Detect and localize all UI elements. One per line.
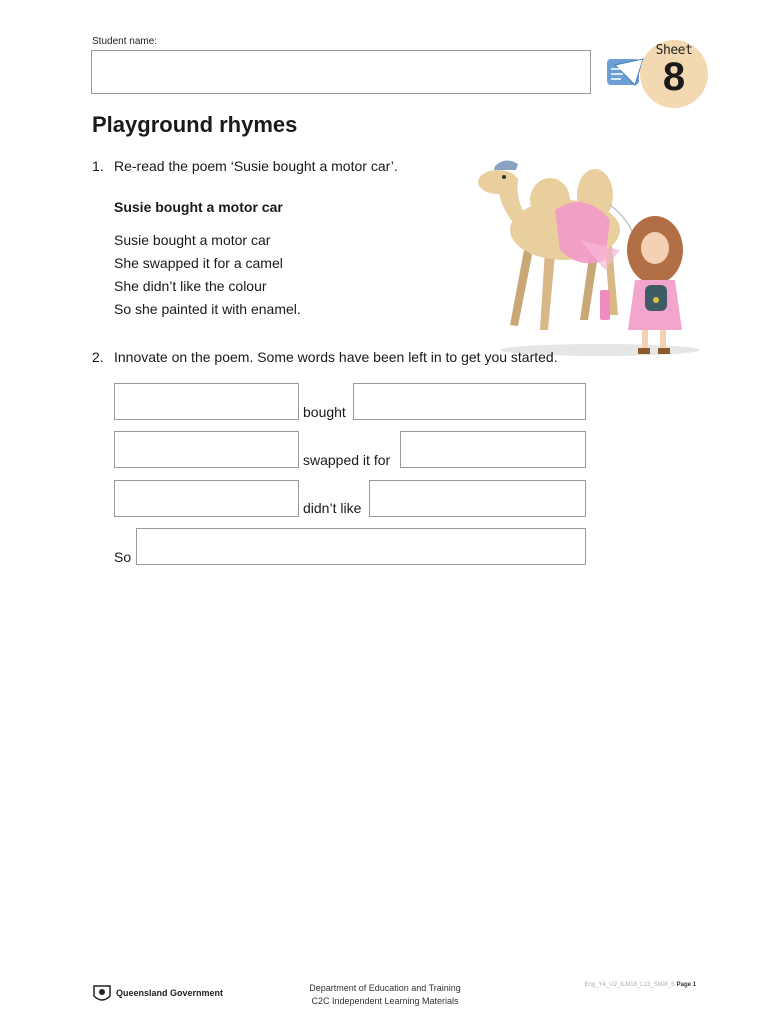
answer-box[interactable] — [114, 383, 299, 420]
student-name-label: Student name: — [92, 36, 158, 47]
poem-line: She didn’t like the colour — [114, 278, 267, 294]
coat-of-arms-icon — [90, 982, 114, 1006]
question-2 — [92, 349, 558, 365]
poem-line: Susie bought a motor car — [114, 232, 271, 248]
given-word: swapped it for — [303, 452, 391, 468]
question-1-number: 1. — [92, 158, 104, 174]
question-2-number: 2. — [92, 349, 104, 365]
student-name-field[interactable] — [91, 50, 591, 94]
answer-box[interactable] — [136, 528, 586, 565]
camel-and-girl-illustration — [470, 150, 710, 365]
sheet-label: Sheet — [655, 43, 693, 58]
footer-page-info — [560, 982, 696, 988]
poem-line: She swapped it for a camel — [114, 255, 283, 271]
answer-box[interactable] — [114, 480, 299, 517]
footer-info — [260, 982, 510, 1008]
answer-box[interactable] — [353, 383, 586, 420]
poem-line: So she painted it with enamel. — [114, 301, 301, 317]
question-2-text: Innovate on the poem. Some words have been left in to get you started. — [114, 349, 558, 365]
footer-department: Department of Education and Training — [309, 983, 461, 993]
sheet-number: 8 — [662, 55, 686, 99]
answer-box[interactable] — [369, 480, 586, 517]
file-code: Eng_Y4_U2_ILM18_L13_Sh08_S — [584, 982, 675, 988]
footer-program: C2C Independent Learning Materials — [311, 996, 459, 1006]
answer-box[interactable] — [400, 431, 586, 468]
given-word: So — [114, 549, 132, 565]
answer-box[interactable] — [114, 431, 299, 468]
question-1 — [92, 158, 398, 174]
given-word: bought — [303, 404, 346, 420]
page-title: Playground rhymes — [92, 112, 298, 137]
logo-text: Queensland Government — [116, 988, 224, 998]
queensland-government-logo — [90, 982, 230, 1006]
page-number: Page 1 — [676, 982, 696, 988]
question-1-text: Re-read the poem ‘Susie bought a motor car’. — [114, 158, 398, 174]
poem-title: Susie bought a motor car — [114, 199, 283, 215]
given-word: didn’t like — [303, 500, 362, 516]
